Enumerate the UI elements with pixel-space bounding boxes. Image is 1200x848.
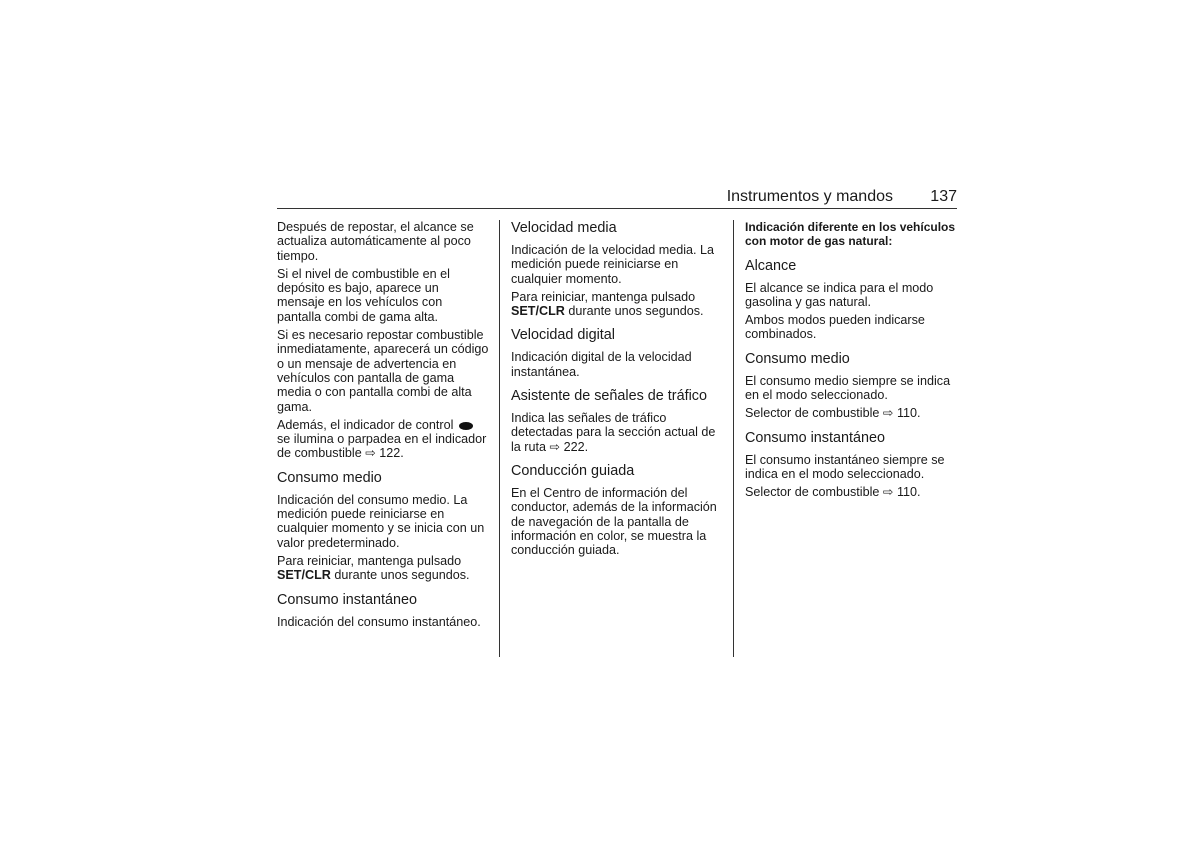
text: Además, el indicador de control <box>277 417 454 432</box>
paragraph: En el Centro de información del conductor, además de la información de navegación de la pantalla de información en color, se muestra la conducción guiada. <box>511 485 717 558</box>
column-divider <box>733 220 734 657</box>
cross-reference-arrow-icon: ⇨ <box>365 446 376 461</box>
text: Indica las señales de tráfico detectadas para la sección actual de la ruta <box>511 411 716 454</box>
paragraph <box>511 411 723 454</box>
page-reference[interactable]: 110. <box>896 485 921 500</box>
text: Selector de combustible <box>745 485 880 500</box>
paragraph: Indicación del consumo instantáneo. <box>277 614 481 629</box>
page-number: 137 <box>930 188 957 205</box>
button-name: SET/CLR <box>277 568 331 583</box>
column-divider <box>499 220 500 657</box>
paragraph: El consumo medio siempre se indica en el modo seleccionado. <box>745 373 951 403</box>
indicator-light-icon <box>459 422 473 430</box>
section-title: Instrumentos y mandos <box>726 188 893 205</box>
cross-reference-arrow-icon: ⇨ <box>882 406 894 421</box>
paragraph <box>277 554 489 583</box>
paragraph <box>277 418 489 461</box>
paragraph <box>745 406 957 420</box>
button-name: SET/CLR <box>511 304 565 319</box>
paragraph <box>511 290 723 319</box>
text: Para reiniciar, mantenga pulsado <box>277 553 462 568</box>
text: durante unos segundos. <box>334 568 470 583</box>
paragraph: El consumo instantáneo siempre se indica en el modo seleccionado. <box>745 452 945 481</box>
heading-consumo-medio: Consumo medio <box>745 350 850 367</box>
page-header <box>277 188 957 209</box>
paragraph <box>745 485 957 499</box>
paragraph: Indicación del consumo medio. La medición puede reiniciarse en cualquier momento y se inicia con un valor predeterminado. <box>277 492 485 550</box>
column-3 <box>745 220 957 504</box>
heading-asistente-senales: Asistente de señales de tráfico <box>511 388 707 405</box>
heading-velocidad-media: Velocidad media <box>511 220 617 236</box>
paragraph: Indicación de la velocidad media. La medición puede reiniciarse en cualquier momento. <box>511 243 715 286</box>
page-reference[interactable]: 110. <box>896 406 921 421</box>
text: Selector de combustible <box>745 406 880 421</box>
heading-alcance: Alcance <box>745 257 797 274</box>
page-reference[interactable]: 122. <box>379 446 404 461</box>
cross-reference-arrow-icon: ⇨ <box>882 485 894 500</box>
text: Para reiniciar, mantenga pulsado <box>511 289 696 304</box>
page-reference[interactable]: 222. <box>563 439 589 454</box>
heading-velocidad-digital: Velocidad digital <box>511 327 616 344</box>
paragraph: El alcance se indica para el modo gasolina y gas natural. <box>745 280 934 309</box>
paragraph: Ambos modos pueden indicarse combinados. <box>745 313 925 342</box>
heading-consumo-instantaneo: Consumo instantáneo <box>745 429 885 446</box>
heading-conduccion-guiada: Conducción guiada <box>511 462 635 479</box>
text: se ilumina o parpadea en el indicador de combustible <box>277 432 487 461</box>
note: Indicación diferente en los vehículos con motor de gas natural: <box>745 220 956 249</box>
column-1 <box>277 220 489 633</box>
text: durante unos segundos. <box>568 304 704 319</box>
column-2 <box>511 220 723 561</box>
heading-consumo-medio: Consumo medio <box>277 469 382 486</box>
paragraph: Indicación digital de la velocidad instantánea. <box>511 350 692 379</box>
paragraph: Después de repostar, el alcance se actualiza automáticamente al poco tiempo. <box>277 220 474 263</box>
heading-consumo-instantaneo: Consumo instantáneo <box>277 591 417 608</box>
paragraph: Si es necesario repostar combustible inmediatamente, aparecerá un código o un mensaje de advertencia en vehículos con pantalla de gama media o con pantalla combi de alta gama. <box>277 328 489 414</box>
paragraph: Si el nivel de combustible en el depósito es bajo, aparece un mensaje en los vehículos con pantalla combi de gama alta. <box>277 266 450 324</box>
cross-reference-arrow-icon: ⇨ <box>549 439 561 454</box>
